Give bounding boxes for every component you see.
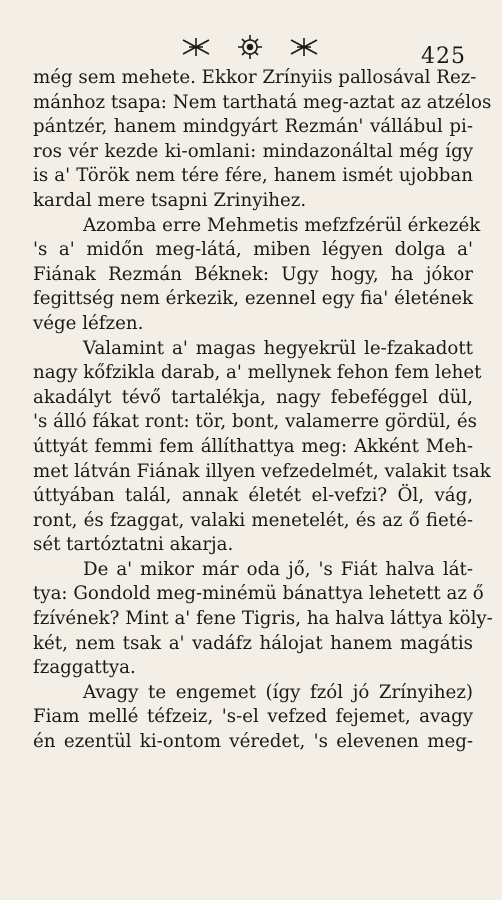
text-line: fzívének? Mint a' fene Tigris, ha halva láttya köly- [33,608,493,630]
text-line: vége léfzen. [33,312,144,334]
fleuron-ornament-icon [175,32,325,62]
text-line: is a' Török nem tére fére, hanem ismét ujobban [33,165,473,187]
text-line: én ezentül ki-ontom véredet, 's elevenen meg- [33,731,473,753]
text-line: még sem mehete. Ekkor Zrínyiis pallosával Rez- [33,67,477,88]
text-line: két, nem tsak a' vadáfz hálojat hanem magátis [33,632,473,654]
body-text [33,66,493,755]
text-line: úttyában talál, annak életét el-vefzi? Öl, vág, [33,485,473,507]
text-line: nagy kőfzikla darab, a' mellynek fehon fem lehet [33,362,482,384]
text-line: úttyát femmi fem állíthattya meg: Akként Meh- [33,435,473,457]
text-line: fzaggattya. [33,657,136,679]
text-line: Avagy te engemet (így fzól jó Zrínyihez) [83,681,473,703]
text-line: mánhoz tsapa: Nem tarthatá meg-aztat az atzélos [33,91,492,113]
text-line: 's álló fákat ront: tör, bont, valamerre gördül, és [33,411,477,433]
text-line: Azomba erre Mehmetis mefzfzérül érkezék [83,214,481,236]
text-line: ront, és fzaggat, valaki menetelét, és az ő fieté- [33,509,473,531]
text-line: Valamint a' magas hegyekrül le-fzakadott [83,337,473,359]
text-line: ros vér kezde ki-omlani: mindazonáltal még így [33,140,473,162]
page-header [0,28,502,68]
text-line: tya: Gondold meg-minémü bánattya lehetett az ő [33,583,484,605]
page-number: 425 [421,44,466,69]
text-line: De a' mikor már oda jő, 's Fiát halva lát- [83,558,473,580]
text-line: sét tartóztatni akarja. [33,534,234,556]
text-line: pántzér, hanem mindgyárt Rezmán' vállábul pi- [33,116,473,138]
text-line: fegittség nem érkezik, ezennel egy fia' életének [33,288,473,310]
text-line: met látván Fiának illyen vefzedelmét, valakit tsak [33,460,491,482]
text-line: 's a' midőn meg-látá, miben légyen dolga a' [33,239,473,261]
text-line: Fiának Rezmán Béknek: Ugy hogy, ha jókor [33,263,473,285]
text-line: akadályt tévő tartalékja, nagy febeféggel dül, [33,386,473,408]
text-line: kardal mere tsapni Zrinyihez. [33,189,307,211]
text-line: Fiam mellé téfzeiz, 's-el vefzed fejemet, avagy [33,706,473,728]
